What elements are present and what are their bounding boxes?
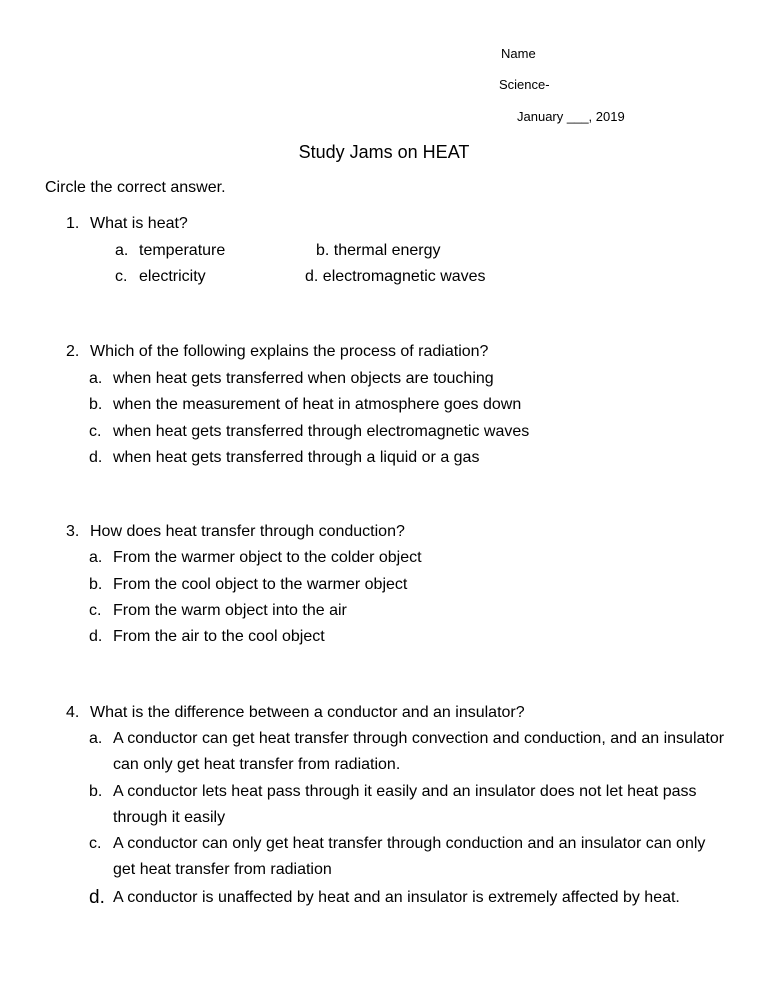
- option-letter: a.: [115, 242, 129, 259]
- option-letter: d.: [89, 887, 105, 908]
- option-text: when heat gets transferred when objects are touching: [113, 370, 494, 387]
- option-letter: c.: [89, 423, 102, 440]
- option-text: From the warm object into the air: [113, 602, 347, 619]
- question-number: 4.: [66, 704, 80, 721]
- option-letter: b.: [89, 783, 103, 800]
- question-number: 1.: [66, 215, 80, 232]
- option-3d: [89, 628, 325, 646]
- option-text: A conductor lets heat pass through it easily and an insulator does not let heat pass through it easily: [113, 783, 697, 826]
- option-letter: b.: [89, 396, 103, 413]
- option-text: when heat gets transferred through a liquid or a gas: [113, 449, 480, 466]
- question-text: What is the difference between a conductor and an insulator?: [90, 704, 525, 721]
- option-text: when the measurement of heat in atmosphere goes down: [113, 396, 522, 413]
- date-label: January ___, 2019: [517, 109, 625, 124]
- page-title: Study Jams on HEAT: [298, 142, 470, 162]
- option-2c: [89, 423, 529, 441]
- option-letter: d.: [89, 628, 103, 645]
- option-letter: c.: [89, 602, 102, 619]
- question-text: Which of the following explains the process of radiation?: [90, 343, 489, 360]
- option-letter: d.: [89, 449, 103, 466]
- option-text: electromagnetic waves: [322, 268, 486, 285]
- option-2b: [89, 396, 521, 414]
- question-number: 3.: [66, 523, 80, 540]
- name-label: Name: [501, 46, 536, 61]
- option-text: A conductor can only get heat transfer through conduction and an insulator can only get heat transfer from radiation: [113, 835, 706, 878]
- option-letter: a.: [89, 370, 103, 387]
- question-1-stem: [66, 215, 188, 233]
- option-letter: c.: [89, 835, 102, 852]
- option-4c: [89, 831, 728, 883]
- option-text: electricity: [139, 268, 206, 285]
- option-4b: [89, 779, 728, 831]
- instructions: Circle the correct answer.: [45, 179, 226, 196]
- question-text: How does heat transfer through conduction?: [90, 523, 405, 540]
- option-text: when heat gets transferred through electromagnetic waves: [113, 423, 530, 440]
- option-1d: [305, 268, 486, 286]
- option-text: thermal energy: [333, 242, 441, 259]
- option-4a: [89, 726, 728, 778]
- question-4-stem: [66, 704, 525, 722]
- option-text: A conductor is unaffected by heat and an insulator is extremely affected by heat.: [113, 889, 680, 906]
- option-1a: [115, 242, 225, 260]
- option-text: From the warmer object to the colder object: [113, 549, 422, 566]
- option-3c: [89, 602, 347, 620]
- option-2d: [89, 449, 479, 467]
- question-3-stem: [66, 523, 405, 541]
- option-letter: b.: [89, 576, 103, 593]
- option-1c: [115, 268, 206, 286]
- option-1b: [316, 242, 441, 260]
- question-2-stem: [66, 343, 488, 361]
- option-letter: d.: [305, 268, 319, 285]
- option-3a: [89, 549, 422, 567]
- option-letter: a.: [89, 549, 103, 566]
- option-letter: b.: [316, 242, 330, 259]
- option-text: A conductor can get heat transfer through convection and conduction, and an insulator can only get heat transfer from radiation.: [113, 730, 725, 773]
- option-4d: [89, 885, 728, 911]
- option-3b: [89, 576, 407, 594]
- question-number: 2.: [66, 343, 80, 360]
- subject-label: Science-: [499, 77, 550, 92]
- question-text: What is heat?: [90, 215, 188, 232]
- option-text: From the air to the cool object: [113, 628, 325, 645]
- option-text: temperature: [139, 242, 226, 259]
- option-2a: [89, 370, 494, 388]
- option-text: From the cool object to the warmer object: [113, 576, 408, 593]
- option-letter: a.: [89, 730, 103, 747]
- option-letter: c.: [115, 268, 128, 285]
